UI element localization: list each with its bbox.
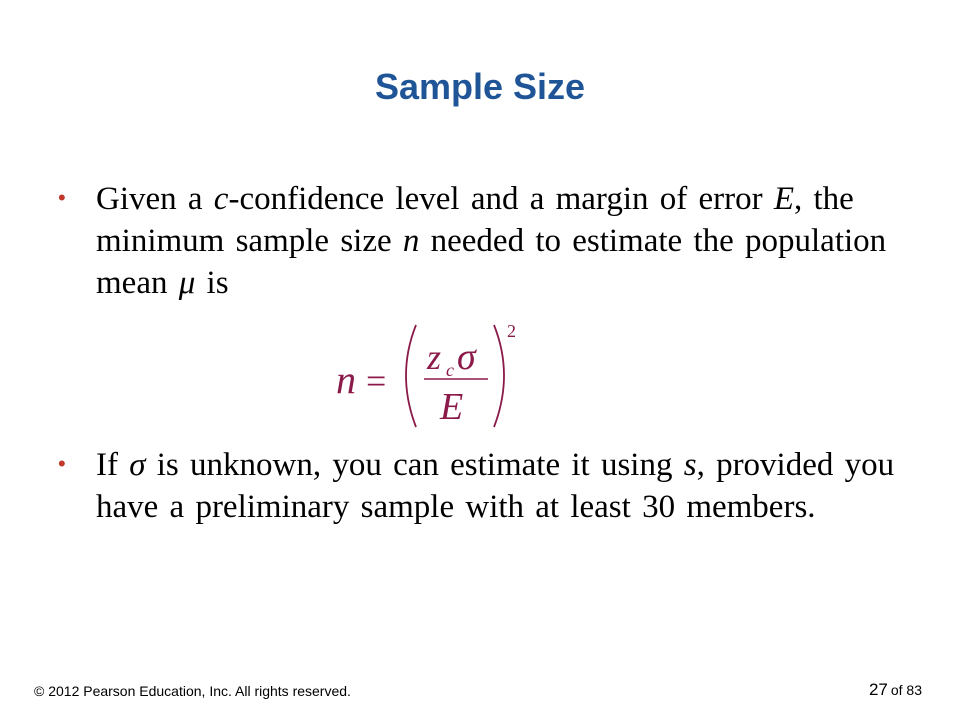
bullet-text-segment: μ: [178, 265, 196, 301]
bullet-item-2: [56, 444, 906, 528]
slide-title: Sample Size: [374, 66, 586, 107]
bullet-text-segment: c: [213, 181, 229, 217]
bullet-text-1: [96, 178, 906, 304]
page-total: of 83: [890, 682, 922, 698]
page-current: 27: [868, 680, 888, 699]
formula-numerator-subscript: c: [446, 360, 454, 380]
bullet-text-segment: E: [773, 181, 795, 217]
bullet-text-segment: is unknown, you can estimate it using: [145, 447, 684, 483]
bullet-marker: •: [58, 185, 66, 210]
bullet-text-segment: is: [195, 265, 229, 301]
bullet-text-segment: , the minimum sample size: [96, 181, 854, 259]
formula-exponent: 2: [507, 321, 516, 341]
formula-right-paren: [494, 325, 504, 427]
sample-size-formula: [330, 315, 550, 435]
formula-denominator: E: [440, 386, 464, 428]
bullet-text-segment: If: [96, 447, 130, 483]
page-indicator: [869, 680, 922, 700]
bullet-text-segment: , provided you have a preliminary sample with at least 30 members.: [96, 447, 895, 525]
formula-numerator-z: z: [427, 337, 442, 377]
bullet-marker: •: [58, 451, 66, 476]
bullet-text-segment: Given a: [96, 181, 214, 217]
bullet-text-segment: -confidence level and a margin of error: [228, 181, 774, 217]
bullet-text-segment: needed to estimate the population mean: [96, 223, 887, 301]
bullet-text-segment: n: [402, 223, 420, 259]
formula-left-paren: [406, 325, 416, 427]
bullet-text-2: [96, 444, 906, 528]
formula-equals: =: [366, 361, 387, 401]
bullet-text-segment: σ: [129, 447, 146, 483]
formula-lhs: n: [336, 357, 356, 402]
footer-copyright: © 2012 Pearson Education, Inc. All rights reserved.: [34, 683, 351, 699]
bullet-text-segment: s: [683, 447, 697, 483]
formula-numerator-sigma: σ: [457, 336, 476, 378]
bullet-item-1: [56, 178, 906, 304]
